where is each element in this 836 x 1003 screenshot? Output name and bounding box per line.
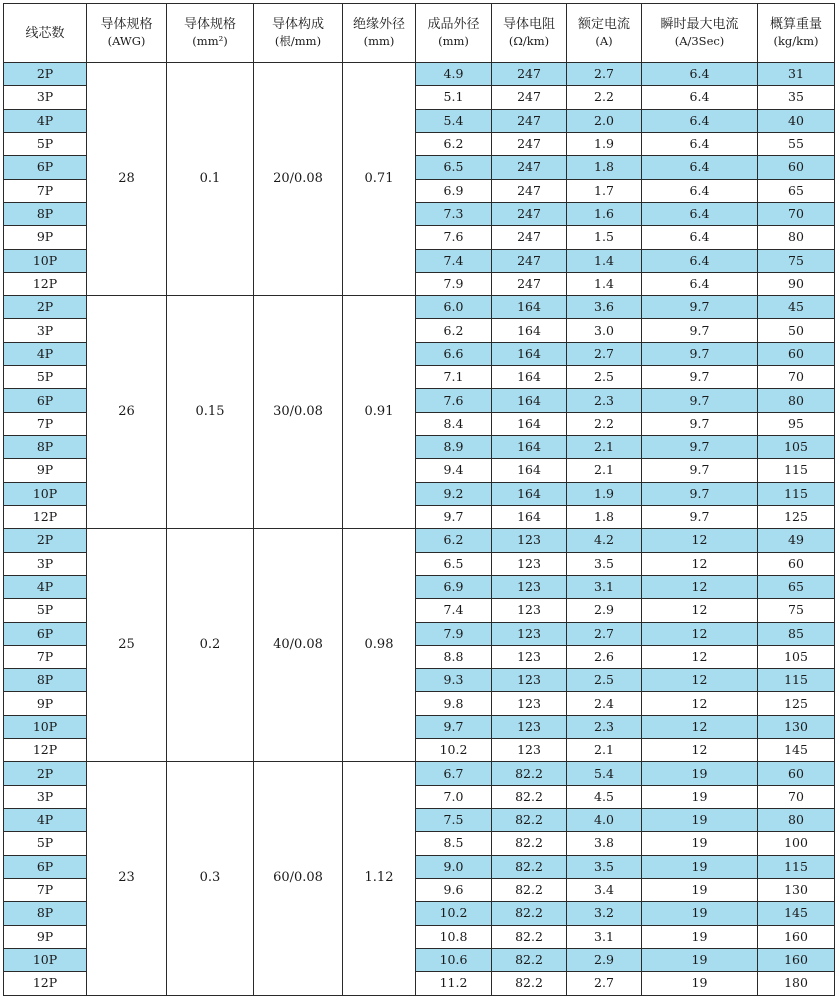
cell-rated-current: 4.2 bbox=[567, 529, 642, 552]
header-row bbox=[4, 4, 835, 63]
cell-weight: 35 bbox=[758, 86, 835, 109]
cell-rated-current: 3.1 bbox=[567, 575, 642, 598]
cell-rated-current: 3.5 bbox=[567, 855, 642, 878]
cell-rated-current: 3.4 bbox=[567, 878, 642, 901]
cell-resistance: 82.2 bbox=[492, 785, 567, 808]
cell-weight: 60 bbox=[758, 552, 835, 575]
cell-resistance: 247 bbox=[492, 63, 567, 86]
cell-resistance: 82.2 bbox=[492, 878, 567, 901]
cell-resistance: 164 bbox=[492, 482, 567, 505]
cell-insulation-od: 1.12 bbox=[343, 762, 416, 995]
cell-outer-diameter: 7.5 bbox=[416, 809, 492, 832]
cell-rated-current: 2.5 bbox=[567, 669, 642, 692]
cell-insulation-od: 0.71 bbox=[343, 63, 416, 296]
cell-outer-diameter: 11.2 bbox=[416, 972, 492, 995]
cell-cores: 4P bbox=[4, 575, 87, 598]
cell-resistance: 82.2 bbox=[492, 832, 567, 855]
cell-outer-diameter: 10.2 bbox=[416, 739, 492, 762]
cell-awg: 25 bbox=[87, 529, 167, 762]
cell-weight: 75 bbox=[758, 599, 835, 622]
cell-outer-diameter: 9.7 bbox=[416, 715, 492, 738]
cell-cores: 10P bbox=[4, 482, 87, 505]
cell-outer-diameter: 8.5 bbox=[416, 832, 492, 855]
cell-peak-current: 9.7 bbox=[642, 366, 758, 389]
cell-rated-current: 2.1 bbox=[567, 739, 642, 762]
cell-resistance: 123 bbox=[492, 575, 567, 598]
cell-cores: 7P bbox=[4, 412, 87, 435]
cell-peak-current: 12 bbox=[642, 622, 758, 645]
cell-rated-current: 2.7 bbox=[567, 622, 642, 645]
cell-mm2: 0.3 bbox=[167, 762, 254, 995]
cell-weight: 95 bbox=[758, 412, 835, 435]
cell-weight: 105 bbox=[758, 436, 835, 459]
cell-outer-diameter: 9.6 bbox=[416, 878, 492, 901]
cell-peak-current: 12 bbox=[642, 692, 758, 715]
cell-cores: 4P bbox=[4, 809, 87, 832]
cell-peak-current: 19 bbox=[642, 809, 758, 832]
cell-outer-diameter: 9.7 bbox=[416, 505, 492, 528]
cell-outer-diameter: 7.6 bbox=[416, 226, 492, 249]
cell-rated-current: 2.3 bbox=[567, 389, 642, 412]
cell-construction: 40/0.08 bbox=[254, 529, 343, 762]
cell-weight: 70 bbox=[758, 366, 835, 389]
cell-weight: 160 bbox=[758, 948, 835, 971]
cell-peak-current: 6.4 bbox=[642, 156, 758, 179]
cell-resistance: 247 bbox=[492, 226, 567, 249]
cell-rated-current: 3.8 bbox=[567, 832, 642, 855]
cell-peak-current: 6.4 bbox=[642, 272, 758, 295]
cell-resistance: 123 bbox=[492, 622, 567, 645]
cell-weight: 55 bbox=[758, 132, 835, 155]
cell-weight: 80 bbox=[758, 809, 835, 832]
cell-outer-diameter: 9.8 bbox=[416, 692, 492, 715]
cell-resistance: 123 bbox=[492, 669, 567, 692]
spec-table-container bbox=[3, 3, 835, 996]
cell-weight: 125 bbox=[758, 692, 835, 715]
cell-cores: 3P bbox=[4, 552, 87, 575]
cell-cores: 3P bbox=[4, 319, 87, 342]
cell-outer-diameter: 6.2 bbox=[416, 319, 492, 342]
cell-peak-current: 12 bbox=[642, 599, 758, 622]
cell-outer-diameter: 9.0 bbox=[416, 855, 492, 878]
cell-construction: 60/0.08 bbox=[254, 762, 343, 995]
cell-cores: 8P bbox=[4, 436, 87, 459]
cell-resistance: 82.2 bbox=[492, 972, 567, 995]
cell-rated-current: 2.1 bbox=[567, 436, 642, 459]
cell-cores: 6P bbox=[4, 156, 87, 179]
cell-weight: 130 bbox=[758, 878, 835, 901]
cell-outer-diameter: 8.8 bbox=[416, 645, 492, 668]
cell-weight: 80 bbox=[758, 389, 835, 412]
cell-resistance: 164 bbox=[492, 412, 567, 435]
cell-weight: 115 bbox=[758, 855, 835, 878]
cell-awg: 26 bbox=[87, 296, 167, 529]
cell-rated-current: 1.7 bbox=[567, 179, 642, 202]
cell-resistance: 164 bbox=[492, 296, 567, 319]
cell-peak-current: 12 bbox=[642, 739, 758, 762]
cell-outer-diameter: 7.9 bbox=[416, 272, 492, 295]
cell-cores: 10P bbox=[4, 715, 87, 738]
cell-resistance: 123 bbox=[492, 645, 567, 668]
cell-peak-current: 6.4 bbox=[642, 109, 758, 132]
cell-peak-current: 6.4 bbox=[642, 63, 758, 86]
cell-outer-diameter: 6.0 bbox=[416, 296, 492, 319]
cell-resistance: 164 bbox=[492, 342, 567, 365]
cell-resistance: 82.2 bbox=[492, 948, 567, 971]
cell-cores: 7P bbox=[4, 645, 87, 668]
cell-resistance: 164 bbox=[492, 389, 567, 412]
cell-peak-current: 19 bbox=[642, 832, 758, 855]
cell-peak-current: 19 bbox=[642, 785, 758, 808]
cell-outer-diameter: 7.1 bbox=[416, 366, 492, 389]
cell-rated-current: 3.5 bbox=[567, 552, 642, 575]
cell-rated-current: 2.5 bbox=[567, 366, 642, 389]
cell-resistance: 164 bbox=[492, 319, 567, 342]
cell-rated-current: 1.9 bbox=[567, 482, 642, 505]
cell-peak-current: 19 bbox=[642, 902, 758, 925]
cell-weight: 60 bbox=[758, 156, 835, 179]
cell-outer-diameter: 7.6 bbox=[416, 389, 492, 412]
cell-rated-current: 2.7 bbox=[567, 63, 642, 86]
cell-cores: 4P bbox=[4, 342, 87, 365]
header-construction: 导体构成 (根/mm) bbox=[254, 4, 343, 63]
cell-rated-current: 1.8 bbox=[567, 156, 642, 179]
cell-rated-current: 2.1 bbox=[567, 459, 642, 482]
header-insulation-od: 绝缘外径 (mm) bbox=[343, 4, 416, 63]
cell-weight: 90 bbox=[758, 272, 835, 295]
cell-rated-current: 5.4 bbox=[567, 762, 642, 785]
cell-cores: 9P bbox=[4, 925, 87, 948]
cell-resistance: 123 bbox=[492, 692, 567, 715]
cell-weight: 40 bbox=[758, 109, 835, 132]
cell-rated-current: 2.0 bbox=[567, 109, 642, 132]
cell-outer-diameter: 7.0 bbox=[416, 785, 492, 808]
cell-peak-current: 19 bbox=[642, 972, 758, 995]
cell-cores: 10P bbox=[4, 249, 87, 272]
cell-weight: 115 bbox=[758, 669, 835, 692]
cell-outer-diameter: 7.3 bbox=[416, 202, 492, 225]
cell-peak-current: 6.4 bbox=[642, 249, 758, 272]
cell-outer-diameter: 6.9 bbox=[416, 179, 492, 202]
cell-outer-diameter: 5.4 bbox=[416, 109, 492, 132]
cell-outer-diameter: 6.9 bbox=[416, 575, 492, 598]
cell-weight: 85 bbox=[758, 622, 835, 645]
cell-peak-current: 19 bbox=[642, 878, 758, 901]
cell-cores: 2P bbox=[4, 529, 87, 552]
cell-outer-diameter: 6.5 bbox=[416, 156, 492, 179]
cell-mm2: 0.1 bbox=[167, 63, 254, 296]
table-row bbox=[4, 63, 835, 86]
cell-resistance: 247 bbox=[492, 86, 567, 109]
cell-cores: 9P bbox=[4, 459, 87, 482]
cell-cores: 8P bbox=[4, 669, 87, 692]
cell-rated-current: 2.7 bbox=[567, 342, 642, 365]
cell-peak-current: 19 bbox=[642, 762, 758, 785]
header-mm2: 导体规格 (mm²) bbox=[167, 4, 254, 63]
cell-peak-current: 12 bbox=[642, 575, 758, 598]
cell-resistance: 164 bbox=[492, 366, 567, 389]
cell-cores: 9P bbox=[4, 692, 87, 715]
cell-outer-diameter: 7.4 bbox=[416, 599, 492, 622]
cell-resistance: 123 bbox=[492, 529, 567, 552]
cell-outer-diameter: 6.5 bbox=[416, 552, 492, 575]
cell-cores: 4P bbox=[4, 109, 87, 132]
cell-weight: 115 bbox=[758, 459, 835, 482]
cell-weight: 50 bbox=[758, 319, 835, 342]
cell-rated-current: 2.2 bbox=[567, 412, 642, 435]
cell-construction: 20/0.08 bbox=[254, 63, 343, 296]
cell-peak-current: 6.4 bbox=[642, 86, 758, 109]
cell-outer-diameter: 10.2 bbox=[416, 902, 492, 925]
cell-rated-current: 1.4 bbox=[567, 249, 642, 272]
table-row bbox=[4, 762, 835, 785]
cell-weight: 65 bbox=[758, 179, 835, 202]
cell-weight: 75 bbox=[758, 249, 835, 272]
cell-weight: 80 bbox=[758, 226, 835, 249]
cell-resistance: 164 bbox=[492, 459, 567, 482]
cell-cores: 2P bbox=[4, 63, 87, 86]
cell-cores: 3P bbox=[4, 785, 87, 808]
cell-resistance: 82.2 bbox=[492, 762, 567, 785]
cell-resistance: 82.2 bbox=[492, 855, 567, 878]
cell-outer-diameter: 7.9 bbox=[416, 622, 492, 645]
cell-weight: 145 bbox=[758, 902, 835, 925]
cell-insulation-od: 0.91 bbox=[343, 296, 416, 529]
cell-cores: 10P bbox=[4, 948, 87, 971]
cell-cores: 5P bbox=[4, 832, 87, 855]
cell-rated-current: 3.6 bbox=[567, 296, 642, 319]
table-row bbox=[4, 296, 835, 319]
cell-insulation-od: 0.98 bbox=[343, 529, 416, 762]
cell-rated-current: 3.2 bbox=[567, 902, 642, 925]
cell-peak-current: 19 bbox=[642, 855, 758, 878]
cell-cores: 5P bbox=[4, 366, 87, 389]
cell-resistance: 247 bbox=[492, 109, 567, 132]
cell-weight: 70 bbox=[758, 785, 835, 808]
header-rated-current: 额定电流 (A) bbox=[567, 4, 642, 63]
cell-outer-diameter: 6.7 bbox=[416, 762, 492, 785]
cell-peak-current: 19 bbox=[642, 948, 758, 971]
cell-peak-current: 12 bbox=[642, 669, 758, 692]
cell-peak-current: 9.7 bbox=[642, 436, 758, 459]
cell-cores: 5P bbox=[4, 599, 87, 622]
cell-rated-current: 2.3 bbox=[567, 715, 642, 738]
cell-resistance: 164 bbox=[492, 505, 567, 528]
cell-outer-diameter: 6.6 bbox=[416, 342, 492, 365]
cell-outer-diameter: 9.4 bbox=[416, 459, 492, 482]
cell-resistance: 123 bbox=[492, 739, 567, 762]
cell-outer-diameter: 5.1 bbox=[416, 86, 492, 109]
cell-cores: 8P bbox=[4, 902, 87, 925]
cell-peak-current: 9.7 bbox=[642, 389, 758, 412]
cell-rated-current: 2.6 bbox=[567, 645, 642, 668]
table-row bbox=[4, 529, 835, 552]
cell-resistance: 123 bbox=[492, 599, 567, 622]
cell-peak-current: 9.7 bbox=[642, 342, 758, 365]
cell-resistance: 82.2 bbox=[492, 902, 567, 925]
cell-peak-current: 6.4 bbox=[642, 132, 758, 155]
cell-peak-current: 6.4 bbox=[642, 226, 758, 249]
cell-peak-current: 12 bbox=[642, 645, 758, 668]
cell-weight: 49 bbox=[758, 529, 835, 552]
cell-awg: 23 bbox=[87, 762, 167, 995]
cell-weight: 45 bbox=[758, 296, 835, 319]
cell-peak-current: 9.7 bbox=[642, 505, 758, 528]
cell-rated-current: 1.9 bbox=[567, 132, 642, 155]
cell-peak-current: 12 bbox=[642, 529, 758, 552]
cell-awg: 28 bbox=[87, 63, 167, 296]
header-resistance: 导体电阻 (Ω/km) bbox=[492, 4, 567, 63]
cell-cores: 6P bbox=[4, 622, 87, 645]
cell-resistance: 247 bbox=[492, 179, 567, 202]
cell-peak-current: 9.7 bbox=[642, 482, 758, 505]
cell-resistance: 247 bbox=[492, 202, 567, 225]
cell-outer-diameter: 10.6 bbox=[416, 948, 492, 971]
header-weight: 概算重量 (kg/km) bbox=[758, 4, 835, 63]
cell-construction: 30/0.08 bbox=[254, 296, 343, 529]
cell-weight: 125 bbox=[758, 505, 835, 528]
cell-rated-current: 1.4 bbox=[567, 272, 642, 295]
cell-rated-current: 2.9 bbox=[567, 599, 642, 622]
cell-cores: 6P bbox=[4, 389, 87, 412]
header-awg: 导体规格 (AWG) bbox=[87, 4, 167, 63]
cell-rated-current: 1.8 bbox=[567, 505, 642, 528]
cell-cores: 6P bbox=[4, 855, 87, 878]
cell-weight: 180 bbox=[758, 972, 835, 995]
cell-resistance: 247 bbox=[492, 132, 567, 155]
cell-peak-current: 6.4 bbox=[642, 202, 758, 225]
cell-outer-diameter: 9.3 bbox=[416, 669, 492, 692]
cell-cores: 12P bbox=[4, 739, 87, 762]
cell-cores: 12P bbox=[4, 505, 87, 528]
table-body bbox=[4, 63, 835, 996]
cell-resistance: 82.2 bbox=[492, 809, 567, 832]
cell-mm2: 0.2 bbox=[167, 529, 254, 762]
cell-rated-current: 2.4 bbox=[567, 692, 642, 715]
header-outer-diameter: 成品外径 (mm) bbox=[416, 4, 492, 63]
cell-cores: 8P bbox=[4, 202, 87, 225]
cell-resistance: 247 bbox=[492, 272, 567, 295]
cell-weight: 60 bbox=[758, 342, 835, 365]
cell-rated-current: 3.0 bbox=[567, 319, 642, 342]
cell-cores: 5P bbox=[4, 132, 87, 155]
cell-peak-current: 6.4 bbox=[642, 179, 758, 202]
header-peak-current: 瞬时最大电流 (A/3Sec) bbox=[642, 4, 758, 63]
cell-outer-diameter: 8.4 bbox=[416, 412, 492, 435]
cell-weight: 130 bbox=[758, 715, 835, 738]
cell-peak-current: 9.7 bbox=[642, 319, 758, 342]
cell-outer-diameter: 4.9 bbox=[416, 63, 492, 86]
cell-outer-diameter: 9.2 bbox=[416, 482, 492, 505]
cell-resistance: 164 bbox=[492, 436, 567, 459]
cell-weight: 100 bbox=[758, 832, 835, 855]
cell-cores: 3P bbox=[4, 86, 87, 109]
cell-rated-current: 2.9 bbox=[567, 948, 642, 971]
cell-resistance: 82.2 bbox=[492, 925, 567, 948]
cell-weight: 160 bbox=[758, 925, 835, 948]
cell-cores: 7P bbox=[4, 179, 87, 202]
cell-rated-current: 2.7 bbox=[567, 972, 642, 995]
cell-peak-current: 9.7 bbox=[642, 459, 758, 482]
cell-resistance: 247 bbox=[492, 249, 567, 272]
cell-rated-current: 1.5 bbox=[567, 226, 642, 249]
cell-peak-current: 12 bbox=[642, 552, 758, 575]
cell-outer-diameter: 7.4 bbox=[416, 249, 492, 272]
cell-peak-current: 12 bbox=[642, 715, 758, 738]
cell-cores: 2P bbox=[4, 762, 87, 785]
cell-weight: 60 bbox=[758, 762, 835, 785]
cell-cores: 12P bbox=[4, 972, 87, 995]
cell-rated-current: 2.2 bbox=[567, 86, 642, 109]
cell-resistance: 123 bbox=[492, 552, 567, 575]
cell-outer-diameter: 6.2 bbox=[416, 132, 492, 155]
cell-weight: 115 bbox=[758, 482, 835, 505]
cell-rated-current: 4.5 bbox=[567, 785, 642, 808]
cell-weight: 70 bbox=[758, 202, 835, 225]
cell-weight: 65 bbox=[758, 575, 835, 598]
cell-resistance: 247 bbox=[492, 156, 567, 179]
header-cores: 线芯数 bbox=[4, 4, 87, 63]
cable-spec-table bbox=[3, 3, 835, 996]
cell-weight: 31 bbox=[758, 63, 835, 86]
cell-outer-diameter: 6.2 bbox=[416, 529, 492, 552]
cell-peak-current: 9.7 bbox=[642, 296, 758, 319]
cell-cores: 9P bbox=[4, 226, 87, 249]
cell-rated-current: 3.1 bbox=[567, 925, 642, 948]
cell-rated-current: 4.0 bbox=[567, 809, 642, 832]
cell-weight: 145 bbox=[758, 739, 835, 762]
cell-peak-current: 19 bbox=[642, 925, 758, 948]
cell-outer-diameter: 10.8 bbox=[416, 925, 492, 948]
cell-outer-diameter: 8.9 bbox=[416, 436, 492, 459]
cell-cores: 2P bbox=[4, 296, 87, 319]
cell-cores: 7P bbox=[4, 878, 87, 901]
cell-weight: 105 bbox=[758, 645, 835, 668]
cell-cores: 12P bbox=[4, 272, 87, 295]
cell-resistance: 123 bbox=[492, 715, 567, 738]
cell-peak-current: 9.7 bbox=[642, 412, 758, 435]
cell-mm2: 0.15 bbox=[167, 296, 254, 529]
cell-rated-current: 1.6 bbox=[567, 202, 642, 225]
